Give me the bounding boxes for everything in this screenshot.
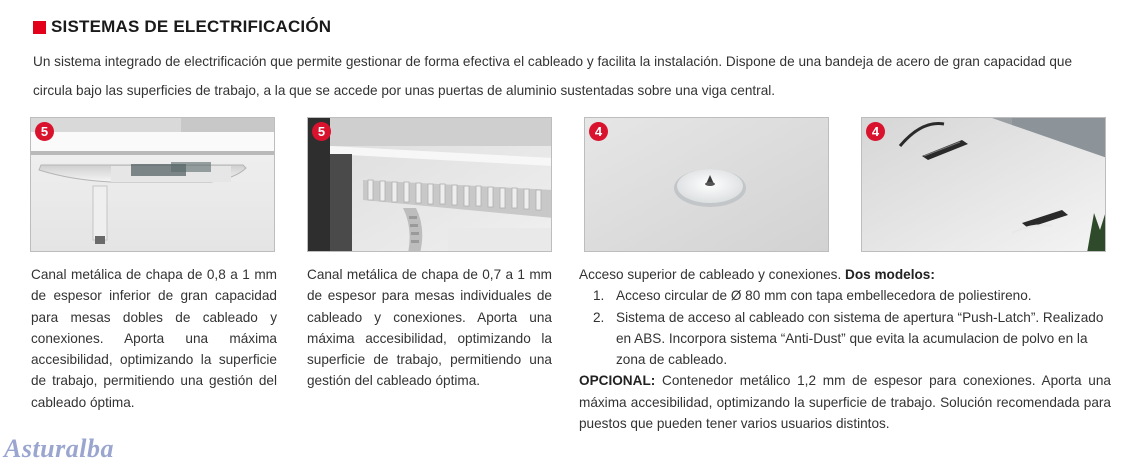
brand-logo: Asturalba — [4, 434, 114, 463]
description-text: Canal metálica de chapa de 0,8 a 1 mm de espesor inferior de gran capacidad para mesas dobles de cableado y conexiones. Aporta una máxima accesibilidad, optimizando la superficie de trabajo, permitiendo una gestión del cableado óptima. — [31, 267, 277, 410]
description-double-tray — [31, 264, 277, 413]
section-header — [33, 16, 331, 38]
photo-badge: 5 — [35, 122, 54, 141]
access-lead — [579, 264, 1111, 285]
photo-push-latch-access — [861, 117, 1106, 252]
photo-circular-access-illustration — [585, 118, 829, 252]
photo-circular-access — [584, 117, 829, 252]
access-models-list — [579, 285, 1111, 370]
optional-note — [579, 370, 1111, 434]
photo-badge: 4 — [589, 122, 608, 141]
list-item-number: 1. — [593, 288, 605, 304]
list-item — [579, 285, 1111, 306]
list-item-number: 2. — [593, 309, 605, 325]
page-title: SISTEMAS DE ELECTRIFICACIÓN — [51, 17, 332, 36]
photo-badge: 4 — [866, 122, 885, 141]
optional-text: Contenedor metálico 1,2 mm de espesor para conexiones. Aporta una máxima accesibilidad, optimizando la superficie de trabajo. Solución recomendada para puestos que pueden tener varios usuarios distintos. — [579, 373, 1111, 432]
list-item-text: Acceso circular de Ø 80 mm con tapa embellecedora de poliestireno. — [616, 288, 1032, 304]
description-access-systems — [579, 264, 1111, 434]
photo-single-desk-tray-illustration — [308, 118, 552, 252]
photo-badge: 5 — [312, 122, 331, 141]
intro-paragraph: Un sistema integrado de electrificación que permite gestionar de forma efectiva el cableado y facilita la instalación. Dispone de una bandeja de acero de gran capacidad que circula bajo las superficies de trabajo, a la que se accede por unas puertas de aluminio sustentadas sobre una viga central. — [33, 54, 1073, 98]
list-item — [579, 307, 1111, 371]
optional-label: OPCIONAL: — [579, 373, 656, 389]
photo-single-desk-tray — [307, 117, 552, 252]
photo-push-latch-access-illustration — [862, 118, 1106, 252]
access-lead-text: Acceso superior de cableado y conexiones. — [579, 267, 845, 282]
title-marker — [33, 21, 46, 34]
description-text: Canal metálica de chapa de 0,7 a 1 mm de espesor para mesas individuales de cableado y conexiones. Aporta una máxima accesibilidad, optimizando la superficie de trabajo, permitiendo una gestión del cableado óptima. — [307, 267, 552, 389]
list-item-text: Sistema de acceso al cableado con sistema de apertura “Push-Latch”. Realizado en ABS. Incorpora sistema “Anti-Dust” que evita la acumulacion de polvo en la zona de cableado. — [616, 309, 1104, 368]
description-single-tray — [307, 264, 552, 392]
photo-double-desk-tray-illustration — [31, 118, 275, 252]
access-models-label: Dos modelos: — [845, 267, 935, 282]
photo-double-desk-tray — [30, 117, 275, 252]
